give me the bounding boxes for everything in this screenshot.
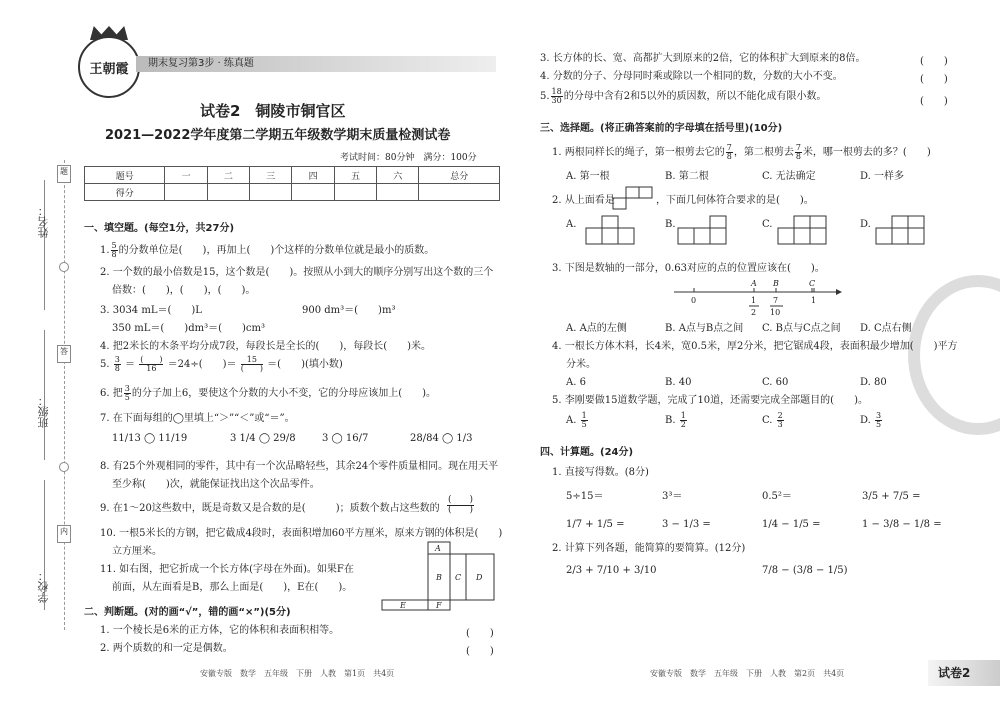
numerator: 1	[581, 411, 587, 420]
top-view-diagram	[612, 186, 654, 210]
q-number: 5.	[100, 359, 110, 370]
net-label: A	[435, 544, 441, 553]
net-label: B	[436, 573, 442, 582]
numerator: 7	[795, 143, 801, 152]
name-line	[44, 180, 45, 310]
axis-point-label: A	[751, 279, 757, 288]
option[interactable]: B. 40	[665, 377, 692, 388]
question: 2. 两个质数的和一定是偶数。	[100, 643, 233, 654]
option[interactable]: A.	[566, 219, 577, 230]
calc-item[interactable]: 2/3 + 7/10 + 3/10	[566, 565, 657, 576]
binding-strip	[0, 0, 70, 708]
question	[540, 88, 826, 105]
numerator: 3	[114, 355, 120, 364]
question	[100, 385, 436, 402]
net-label: E	[400, 601, 406, 610]
denominator: 8	[111, 250, 117, 259]
q-text: ＝	[125, 359, 136, 370]
denominator: 5	[124, 393, 130, 402]
solid-figure-d	[874, 214, 930, 250]
solid-figure-c	[776, 214, 832, 250]
question	[552, 144, 931, 161]
q-text: 1. 两根同样长的绳子，第一根剪去它的	[552, 147, 725, 158]
question	[100, 356, 343, 373]
answer-paren[interactable]: ( )	[920, 96, 948, 107]
question: 4. 把2米长的木条平均分成7段，每段长是全长的( )，每段长( )米。	[100, 341, 432, 352]
fraction	[551, 88, 563, 105]
answer-paren[interactable]: ( )	[466, 628, 494, 639]
fraction	[241, 356, 263, 373]
option[interactable]: D. 一样多	[860, 171, 905, 182]
option-letter: D.	[860, 415, 871, 426]
table-cell: 得分	[85, 184, 165, 201]
q-number: 1.	[100, 245, 110, 256]
question: 10. 一根5米长的方钢，把它截成4段时，表面积增加60平方厘米，原来方钢的体积是( )	[100, 528, 503, 539]
denominator: 3	[777, 420, 783, 429]
score-table	[84, 166, 500, 201]
calc-item[interactable]: 0.5²＝	[762, 491, 792, 502]
q-text: ，第二根剪去	[733, 147, 794, 158]
table-row	[85, 184, 500, 201]
denominator: 30	[551, 96, 562, 105]
section2-heading: 二、判断题。(对的画“√”，错的画“×”)(5分)	[84, 607, 291, 618]
option[interactable]: A. 6	[566, 377, 586, 388]
axis-tick-label: 1	[811, 296, 817, 305]
solid-figure-b	[676, 214, 732, 250]
option-letter: A.	[566, 415, 577, 426]
option[interactable]	[665, 412, 688, 429]
score-cell[interactable]	[165, 184, 207, 201]
answer-paren[interactable]: ( )	[466, 646, 494, 657]
score-cell[interactable]	[377, 184, 419, 201]
option[interactable]: B. 第二根	[665, 171, 709, 182]
option-letter: C.	[762, 415, 773, 426]
option[interactable]: C.	[762, 219, 773, 230]
question-cont: 立方厘米。	[112, 546, 162, 557]
q-text: 6. 把	[100, 388, 123, 399]
net-label: F	[436, 601, 442, 610]
section4-heading: 四、计算题。(24分)	[540, 447, 634, 458]
option[interactable]	[566, 412, 589, 429]
table-cell: 六	[377, 167, 419, 184]
numerator: 7	[726, 143, 732, 152]
option[interactable]: C. B点与C点之间	[762, 323, 841, 334]
exam-meta: 考试时间：80分钟 满分：100分	[340, 153, 477, 163]
binding-hole	[59, 462, 69, 472]
calc-item[interactable]: 3/5 + 7/5 =	[862, 491, 921, 502]
question: 900 dm³＝( )m³	[302, 305, 396, 316]
question: 7. 在下面每组的◯里填上“＞”“＜”或“＝”。	[100, 413, 295, 424]
solid-figure-a	[584, 214, 640, 250]
calc-item[interactable]: 3³＝	[662, 491, 683, 502]
calc-item[interactable]: 3 − 1/3 =	[662, 519, 711, 530]
fraction	[124, 385, 131, 402]
q-text: 米，哪一根剪去的多？( )	[802, 147, 931, 158]
compare-item[interactable]: 3 1/4 ◯ 29/8	[230, 433, 296, 444]
denominator: 8	[795, 152, 801, 161]
numerator: 5	[111, 241, 117, 250]
question: 1. 一个棱长是6米的正方体，它的体积和表面积相等。	[100, 625, 340, 636]
q-text: ＝24÷( )＝	[167, 359, 237, 370]
question: 8. 有25个外观相同的零件，其中有一个次品略轻些，其余24个零件质量相同。现在用天平	[100, 461, 499, 472]
class-label: 班级：	[37, 395, 50, 428]
denominator: 2	[680, 420, 686, 429]
section3-heading: 三、选择题。(将正确答案前的字母填在括号里)(10分)	[540, 123, 783, 134]
cut-line	[64, 160, 65, 630]
compare-item[interactable]: 11/13 ◯ 11/19	[112, 433, 188, 444]
paper-tag: 试卷2	[928, 660, 1000, 686]
q-text: ＝( )(填小数)	[267, 359, 343, 370]
option[interactable]: B. A点与B点之间	[665, 323, 744, 334]
page-title: 试卷2 铜陵市铜官区	[200, 102, 346, 120]
page-subtitle: 2021—2022学年度第二学期五年级数学期末质量检测试卷	[105, 128, 451, 143]
axis-tick-label: 1	[751, 296, 757, 305]
binding-hole	[59, 262, 69, 272]
calc-item[interactable]: 5÷15＝	[566, 491, 604, 502]
fraction	[726, 144, 733, 161]
denominator: 8	[726, 152, 732, 161]
compare-item[interactable]: 3 ◯ 16/7	[322, 433, 369, 444]
numerator: 2	[777, 411, 783, 420]
question-cont: 前面，从左面看是B，那么上面是( )，E在( )。	[112, 582, 353, 593]
denominator[interactable]: ( )	[240, 364, 263, 373]
name-label: 姓名：	[37, 205, 50, 238]
table-cell: 四	[292, 167, 334, 184]
fraction	[680, 412, 687, 429]
tag-top: 题	[57, 165, 71, 183]
numerator: 15	[241, 356, 263, 365]
calc-item[interactable]: 1/7 + 1/5 =	[566, 519, 625, 530]
option[interactable]: B.	[665, 219, 676, 230]
question: 2. 从上面看是	[552, 195, 615, 206]
option[interactable]: C. 无法确定	[762, 171, 816, 182]
question: 3. 3034 mL＝( )L	[100, 305, 202, 316]
option[interactable]: D.	[860, 219, 871, 230]
axis-tick-label: 2	[751, 308, 757, 317]
brand-logo: 王朝霞	[78, 36, 140, 98]
option[interactable]: A. A点的左侧	[566, 323, 627, 334]
score-cell[interactable]	[292, 184, 334, 201]
fraction	[114, 356, 121, 373]
numerator: 3	[124, 384, 130, 393]
question: 2. 一个数的最小倍数是15，这个数是( )。按照从小到大的顺序分别写出这个数的三个	[100, 267, 494, 278]
question: 4. 一根长方体木料，长4米，宽0.5米，厚2分米，把它锯成4段，表面积最少增加( )平方	[552, 341, 958, 352]
q-text: 的分子加上6，要使这个分数的大小不变，它的分母应该加上( )。	[131, 388, 436, 399]
fraction	[795, 144, 802, 161]
denominator: 5	[876, 420, 882, 429]
numerator: 3	[876, 411, 882, 420]
table-cell: 题号	[85, 167, 165, 184]
section1-heading: 一、填空题。(每空1分，共27分)	[84, 223, 235, 234]
table-cell: 五	[334, 167, 376, 184]
score-cell[interactable]	[334, 184, 376, 201]
fraction	[581, 412, 588, 429]
table-cell: 一	[165, 167, 207, 184]
option[interactable]	[762, 412, 785, 429]
table-cell: 二	[207, 167, 249, 184]
score-cell[interactable]	[207, 184, 249, 201]
calc-item[interactable]: 7/8 − (3/8 − 1/5)	[762, 565, 848, 576]
axis-point-label: C	[809, 279, 816, 288]
fraction	[777, 412, 784, 429]
footer-right: 安徽专版 数学 五年级 下册 人教 第2页 共4页	[650, 669, 845, 678]
numerator: 1	[680, 411, 686, 420]
tag-low: 内	[57, 525, 71, 543]
q-number: 5.	[540, 91, 550, 102]
table-cell: 总分	[419, 167, 500, 184]
axis-tick-label: 7	[773, 296, 779, 305]
question-cont: 350 mL＝( )dm³＝( )cm³	[112, 323, 265, 334]
table-cell: 三	[250, 167, 292, 184]
fraction	[139, 356, 163, 373]
option[interactable]	[860, 412, 883, 429]
q-text: 的分母中含有2和5以外的质因数，所以不能化成有限小数。	[563, 91, 827, 102]
fraction-blank[interactable]: ( ) ( )	[448, 495, 474, 515]
question	[100, 242, 434, 259]
question: 4. 分数的分子、分母同时乘或除以一个相同的数，分数的大小不变。	[540, 71, 843, 82]
net-label: C	[455, 573, 462, 582]
calc-item[interactable]: 1 − 3/8 − 1/8 =	[862, 519, 942, 530]
axis-tick-label: 0	[691, 296, 697, 305]
answer-paren[interactable]: ( )	[920, 74, 948, 85]
school-label: 学校：	[37, 570, 50, 603]
numerator[interactable]: ( )	[140, 355, 163, 364]
question: 3. 下图是数轴的一部分，0.63对应的点的位置应该在( )。	[552, 263, 825, 274]
option[interactable]: A. 第一根	[566, 171, 610, 182]
question: 5. 李刚要做15道数学题，完成了10道，还需要完成全部题目的( )。	[552, 395, 868, 406]
tag-mid: 答	[57, 345, 71, 363]
compare-item[interactable]: 28/84 ◯ 1/3	[410, 433, 473, 444]
option[interactable]: C. 60	[762, 377, 789, 388]
option[interactable]: D. C点右侧	[860, 323, 912, 334]
watermark-seal	[908, 275, 1000, 435]
question-cont: 倍数：( )，( )，( )。	[112, 285, 256, 296]
option-letter: B.	[665, 415, 676, 426]
q-text: 的分数单位是( )，再加上( )个这样的分数单位就是最小的质数。	[118, 245, 435, 256]
denominator: 8	[114, 364, 120, 373]
axis-point-label: B	[773, 279, 779, 288]
question: 3. 长方体的长、宽、高都扩大到原来的2倍，它的体积扩大到原来的8倍。	[540, 53, 866, 64]
question: 11. 如右图，把它折成一个长方体(字母在外面)。如果F在	[100, 564, 354, 575]
calc-item[interactable]: 1/4 − 1/5 =	[762, 519, 821, 530]
denominator: 16	[146, 364, 157, 373]
answer-paren[interactable]: ( )	[920, 56, 948, 67]
step-banner: 期末复习第3步 · 练真题	[136, 56, 496, 72]
fraction	[111, 242, 118, 259]
fraction	[875, 412, 882, 429]
sub-question: 1. 直接写得数。(8分)	[552, 467, 649, 478]
cube-net-diagram	[380, 540, 500, 612]
question: 9. 在1～20这些数中，既是奇数又是合数的是( )；质数个数占这些数的	[100, 503, 440, 514]
denominator: 5	[581, 420, 587, 429]
question: ，下面几何体符合要求的是( )。	[656, 195, 814, 206]
question-cont: 分米。	[566, 359, 596, 370]
score-cell[interactable]	[250, 184, 292, 201]
option[interactable]: D. 80	[860, 377, 887, 388]
score-cell[interactable]	[419, 184, 500, 201]
table-row	[85, 167, 500, 184]
sub-question: 2. 计算下列各题，能简算的要简算。(12分)	[552, 543, 746, 554]
numerator: 18	[551, 87, 562, 96]
number-line-diagram	[670, 276, 842, 320]
question-cont: 至少称( )次，就能保证找出这个次品零件。	[112, 479, 320, 490]
footer-left: 安徽专版 数学 五年级 下册 人教 第1页 共4页	[200, 669, 395, 678]
axis-tick-label: 10	[770, 308, 781, 317]
net-label: D	[476, 573, 483, 582]
